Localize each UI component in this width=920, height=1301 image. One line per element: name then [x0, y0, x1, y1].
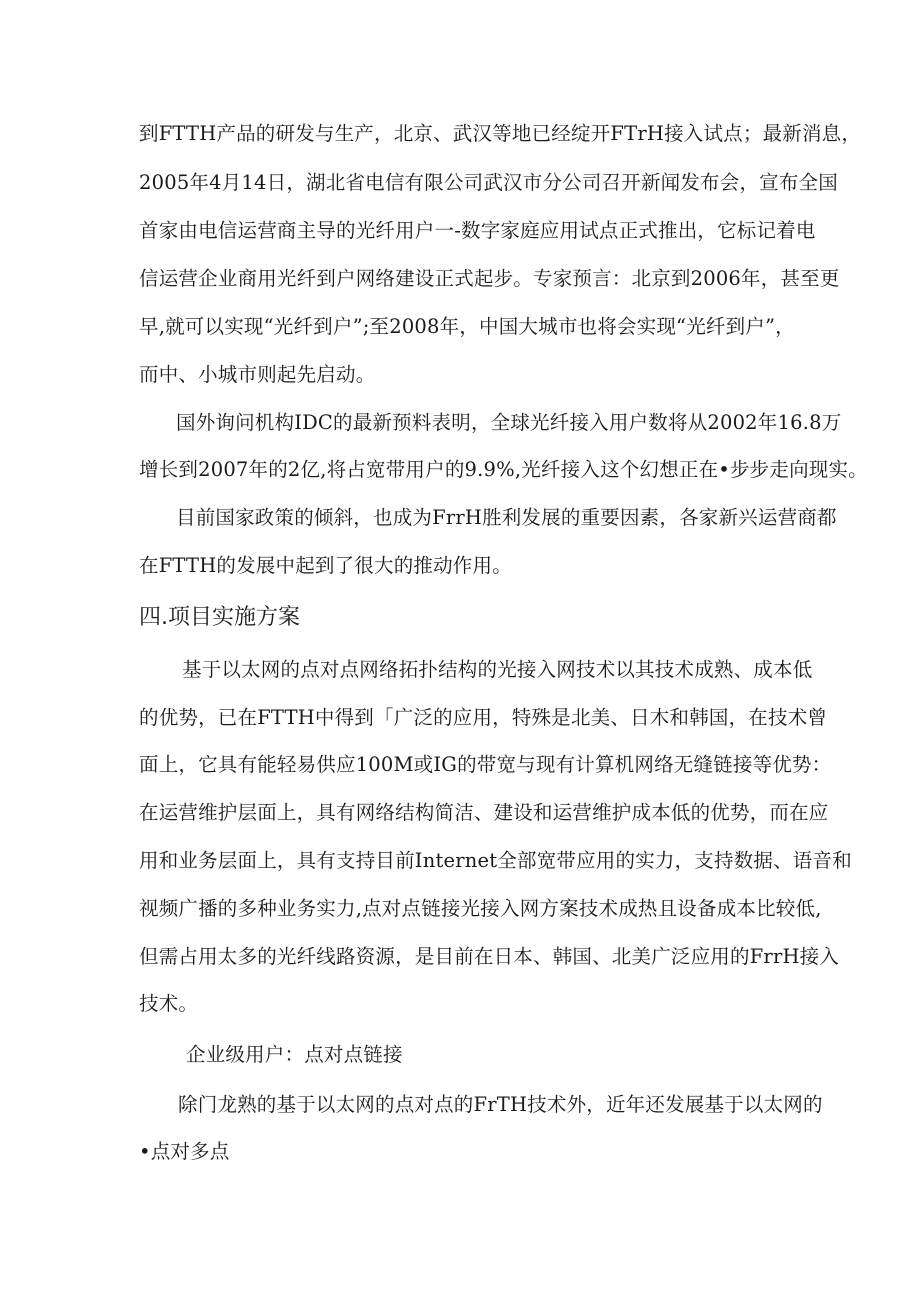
paragraph-1-line-6: 而中、小城市则起先启动。: [139, 363, 376, 386]
subheading: 企业级用户：点对点链接: [186, 1043, 403, 1066]
paragraph-5-line-1: 除门龙熟的基于以太网的点对点的FrTH技术外，近年还发展基于以太网的: [178, 1093, 823, 1116]
paragraph-1-line-5: 早,就可以实现“光纤到户”;至2008年，中国大城市也将会实现“光纤到户”，: [139, 315, 795, 338]
paragraph-5-line-2: •点对多点: [139, 1140, 230, 1163]
paragraph-4-line-7: 但需占用太多的光纤线路资源，是目前在日本、韩国、北美广泛应用的FrrH接入: [139, 945, 840, 968]
paragraph-3-line-2: 在FTTH的发展中起到了很大的推动作用。: [139, 554, 512, 577]
paragraph-2-line-1: 国外询问机构IDC的最新预料表明，全球光纤接入用户数将从2002年16.8万: [176, 411, 842, 434]
paragraph-1-line-4: 信运营企业商用光纤到户网络建设正式起步。专家预言：北京到2006年，甚至更: [139, 267, 840, 290]
section-heading: 四.项目实施方案: [139, 605, 300, 630]
paragraph-4-line-2: 的优势，已在FTTH中得到「广泛的应用，特殊是北美、日木和韩国，在技术曾: [139, 706, 828, 729]
paragraph-1-line-2: 2005年4月14日，湖北省电信有限公司武汉市分公司召开新闻发布会，宣布全国: [139, 171, 838, 194]
paragraph-4-line-6: 视频广播的多种业务实力,点对点链接光接入网方案技术成热且设备成本比较低,: [139, 897, 822, 920]
paragraph-1-line-3: 首家由电信运营商主导的光纤用户一-数字家庭应用试点正式推出，它标记着电: [139, 219, 816, 242]
paragraph-4-line-4: 在运营维护层面上，具有网络结构简洁、建设和运营维护成本低的优势，而在应: [139, 801, 829, 824]
paragraph-4-line-1: 基于以太网的点对点网络拓扑结构的光接入网技术以其技术成熟、成本低: [182, 658, 813, 681]
paragraph-3-line-1: 目前国家政策的倾斜，也成为FrrH胜利发展的重要因素，各家新兴运营商都: [176, 506, 837, 529]
paragraph-4-line-8: 技术。: [139, 992, 199, 1015]
paragraph-2-line-2: 增长到2007年的2亿,将占宽带用户的9.9%,光纤接入这个幻想正在•步步走向现实。: [139, 458, 868, 481]
paragraph-4-line-3: 面上，它具有能轻易供应100M或IG的带宽与现有计算机网络无缝链接等优势：: [139, 753, 832, 776]
paragraph-1-line-1: 到FTTH产品的研发与生产，北京、武汉等地已经绽开FTrH接入试点；最新消息，: [139, 122, 862, 145]
paragraph-4-line-5: 用和业务层面上，具有支持目前Internet全部宽带应用的实力，支持数据、语音和: [139, 849, 852, 872]
